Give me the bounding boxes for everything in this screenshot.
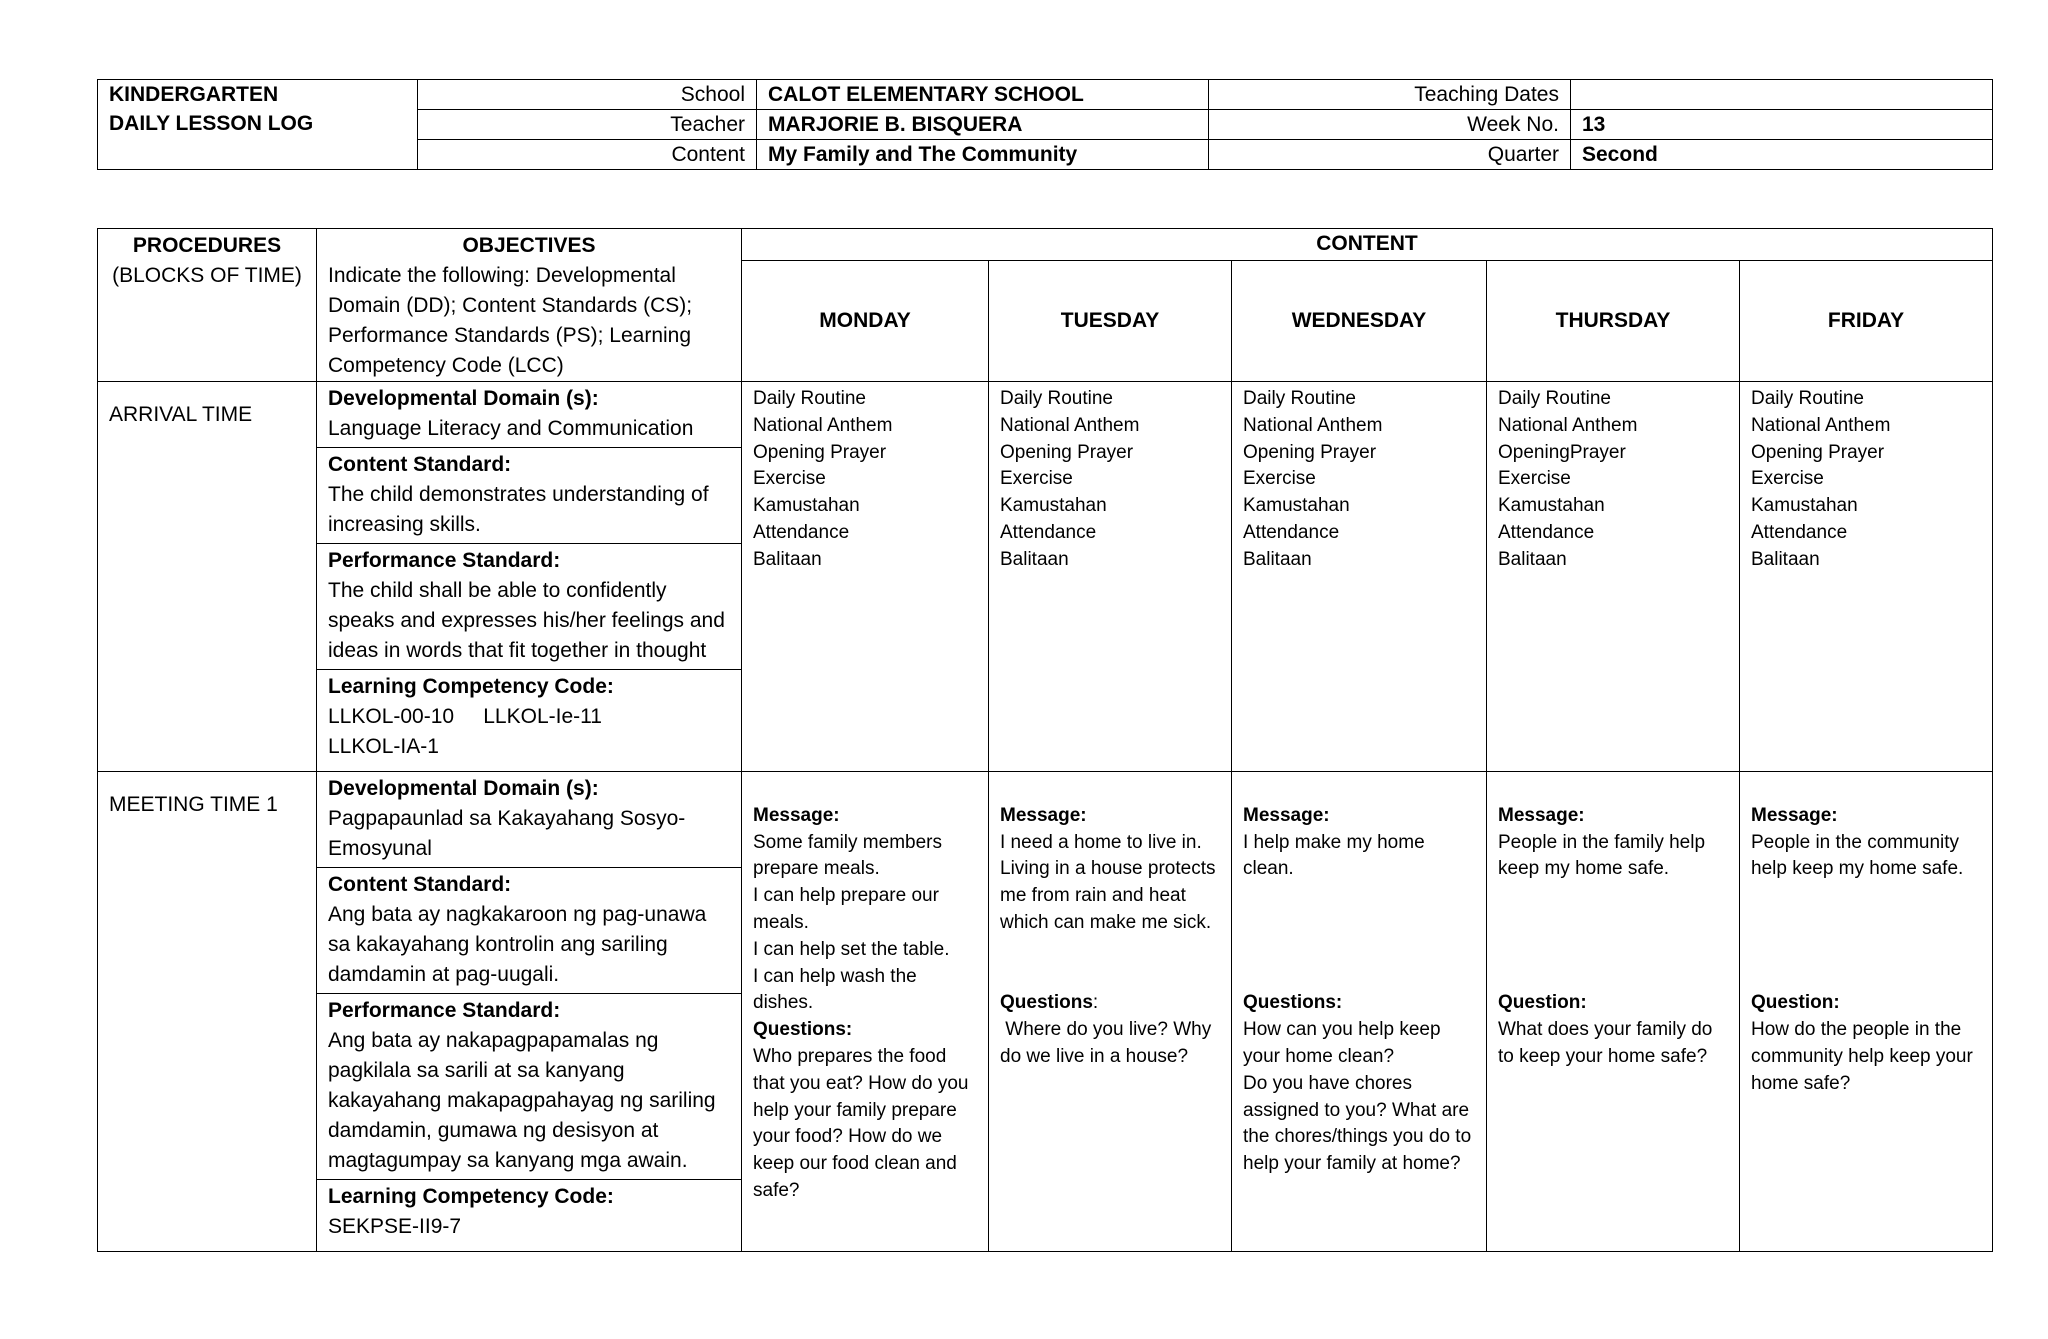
questions-text: Who prepares the food that you eat? How do you help your family prepare your food? How do we keep our food clean and safe?	[753, 1045, 969, 1201]
table-row	[98, 382, 1993, 772]
log-title	[98, 80, 418, 170]
message-label: Message:	[1751, 804, 1838, 826]
question-label: Question:	[1751, 992, 1840, 1014]
question-label: Question:	[1498, 992, 1587, 1014]
questions-label-line	[1000, 990, 1220, 1017]
procedures-subtitle: (BLOCKS OF TIME)	[112, 264, 302, 287]
objectives-title: OBJECTIVES	[462, 234, 596, 257]
message-text: Some family members prepare meals. I can help prepare our meals. I can help set the table. I can help wash the dishes.	[753, 831, 950, 1014]
tuesday-arrival: Daily Routine National Anthem Opening Prayer Exercise Kamustahan Attendance Balitaan	[989, 382, 1232, 772]
performance-standard-block	[317, 544, 741, 670]
cs-value: Ang bata ay nagkakaroon ng pag-unawa sa kakayahang kontrolin ang sariling damdamin at pag-uugali.	[328, 903, 707, 986]
cs-label: Content Standard:	[328, 873, 512, 896]
ps-label: Performance Standard:	[328, 549, 561, 572]
message-text: I need a home to live in. Living in a house protects me from rain and heat which can make me sick.	[1000, 831, 1216, 933]
procedures-header	[98, 229, 317, 382]
competency-code-block	[317, 1180, 741, 1245]
teacher-label: Teacher	[418, 110, 757, 140]
lcc-value: SEKPSE-II9-7	[328, 1215, 462, 1238]
school-value: CALOT ELEMENTARY SCHOOL	[757, 80, 1209, 110]
ps-value: The child shall be able to confidently speaks and expresses his/her feelings and ideas in words that fit together in thought	[328, 579, 725, 662]
tuesday-meeting	[989, 772, 1232, 1252]
wednesday-arrival: Daily Routine National Anthem Opening Prayer Exercise Kamustahan Attendance Balitaan	[1232, 382, 1487, 772]
content-header: CONTENT	[742, 229, 1993, 261]
ps-label: Performance Standard:	[328, 999, 561, 1022]
message-text: People in the family help keep my home safe.	[1498, 831, 1706, 880]
questions-text: How can you help keep your home clean? Do you have chores assigned to you? What are the chores/things you do to help your family at home?	[1243, 1019, 1472, 1175]
questions-colon: :	[1092, 992, 1099, 1014]
thursday-arrival: Daily Routine National Anthem OpeningPrayer Exercise Kamustahan Attendance Balitaan	[1487, 382, 1740, 772]
message-label: Message:	[753, 804, 840, 826]
day-header-wednesday: WEDNESDAY	[1232, 261, 1487, 382]
table-row	[98, 772, 1993, 1252]
objectives-cell	[317, 382, 742, 772]
questions-label: Questions:	[753, 1019, 853, 1041]
school-label: School	[418, 80, 757, 110]
cs-label: Content Standard:	[328, 453, 512, 476]
friday-meeting	[1740, 772, 1993, 1252]
competency-code-block	[317, 670, 741, 765]
content-standard-block	[317, 868, 741, 994]
procedures-title: PROCEDURES	[132, 234, 282, 257]
ps-value: Ang bata ay nakapagpapamalas ng pagkilala sa sarili at sa kanyang kakayahang makapagpahayag ng sariling damdamin, gumawa ng desisyon at magtagumpay sa kanyang mga awain.	[328, 1029, 716, 1172]
monday-arrival: Daily Routine National Anthem Opening Prayer Exercise Kamustahan Attendance Balitaan	[742, 382, 989, 772]
lcc-label: Learning Competency Code:	[328, 675, 614, 698]
thursday-meeting	[1487, 772, 1740, 1252]
quarter-value: Second	[1571, 140, 1993, 170]
dd-label: Developmental Domain (s):	[328, 777, 599, 800]
lcc-label: Learning Competency Code:	[328, 1185, 614, 1208]
quarter-label: Quarter	[1209, 140, 1571, 170]
friday-arrival: Daily Routine National Anthem Opening Prayer Exercise Kamustahan Attendance Balitaan	[1740, 382, 1993, 772]
dd-label: Developmental Domain (s):	[328, 387, 599, 410]
question-text: How do the people in the community help keep your home safe?	[1751, 1019, 1973, 1094]
dd-value: Pagpapaunlad sa Kakayahang Sosyo-Emosyunal	[328, 807, 686, 860]
teaching-dates-label: Teaching Dates	[1209, 80, 1571, 110]
week-label: Week No.	[1209, 110, 1571, 140]
monday-meeting	[742, 772, 989, 1252]
day-header-thursday: THURSDAY	[1487, 261, 1740, 382]
teacher-value: MARJORIE B. BISQUERA	[757, 110, 1209, 140]
developmental-domain-block	[317, 382, 741, 448]
lcc-value: LLKOL-IA-1	[328, 735, 439, 758]
dd-value: Language Literacy and Communication	[328, 417, 694, 440]
message-label: Message:	[1243, 804, 1330, 826]
day-header-monday: MONDAY	[742, 261, 989, 382]
message-text: I help make my home clean.	[1243, 831, 1425, 880]
log-title-line1: KINDERGARTEN	[109, 83, 279, 106]
content-label: Content	[418, 140, 757, 170]
content-standard-block	[317, 448, 741, 544]
day-header-tuesday: TUESDAY	[989, 261, 1232, 382]
lesson-table	[97, 228, 1993, 1252]
procedure-arrival-time: ARRIVAL TIME	[98, 382, 317, 772]
questions-label: Questions	[1000, 992, 1093, 1014]
question-text: What does your family do to keep your home safe?	[1498, 1019, 1713, 1067]
content-value: My Family and The Community	[757, 140, 1209, 170]
questions-label: Questions:	[1243, 992, 1343, 1014]
objectives-cell	[317, 772, 742, 1252]
cs-value: The child demonstrates understanding of increasing skills.	[328, 483, 709, 536]
header-table	[97, 79, 1993, 170]
message-label: Message:	[1498, 804, 1585, 826]
developmental-domain-block	[317, 772, 741, 868]
procedure-meeting-time-1: MEETING TIME 1	[98, 772, 317, 1252]
objectives-header	[317, 229, 742, 382]
performance-standard-block	[317, 994, 741, 1180]
teaching-dates-value	[1571, 80, 1993, 110]
lcc-value: LLKOL-00-10 LLKOL-Ie-11	[328, 705, 602, 728]
objectives-instructions: Indicate the following: Developmental Domain (DD); Content Standards (CS); Performance Standards (PS); Learning Competency Code (LCC)	[328, 264, 693, 377]
wednesday-meeting	[1232, 772, 1487, 1252]
questions-text: Where do you live? Why do we live in a house?	[1000, 1019, 1217, 1067]
week-value: 13	[1571, 110, 1993, 140]
message-text: People in the community help keep my home safe.	[1751, 831, 1964, 880]
log-title-line2: DAILY LESSON LOG	[109, 112, 314, 135]
day-header-friday: FRIDAY	[1740, 261, 1993, 382]
message-label: Message:	[1000, 804, 1087, 826]
